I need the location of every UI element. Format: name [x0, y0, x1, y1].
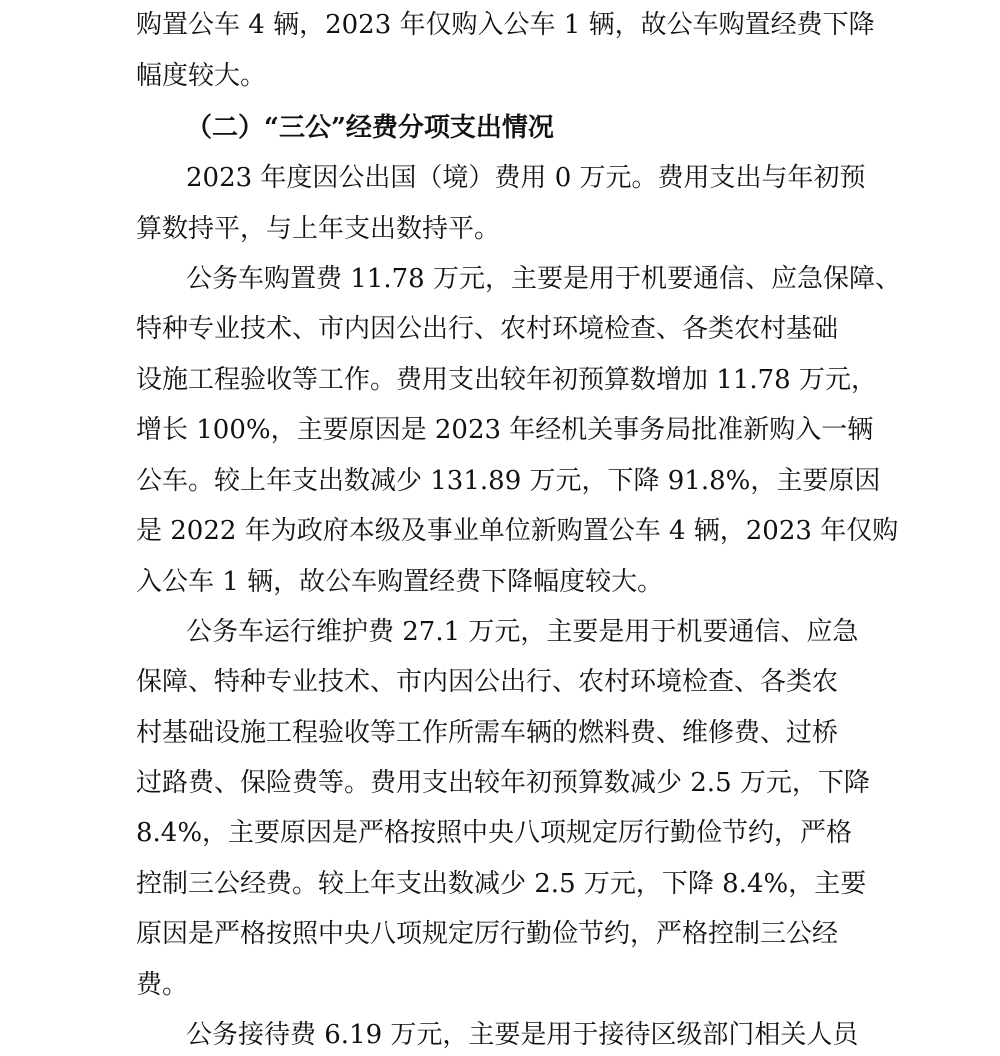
- text-line: 幅度较大。: [136, 61, 267, 91]
- paragraph-line: 公务车运行维护费 27.1 万元，主要是用于机要通信、应急: [186, 617, 859, 647]
- text-line: 设施工程验收等工作。费用支出较年初预算数增加 11.78 万元，: [136, 365, 877, 395]
- text-line: 是 2022 年为政府本级及事业单位新购置公车 4 辆，2023 年仅购: [136, 516, 899, 546]
- paragraph-line: 2023 年度因公出国（境）费用 0 万元。费用支出与年初预: [186, 163, 866, 193]
- text-line: 入公车 1 辆，故公车购置经费下降幅度较大。: [136, 567, 664, 597]
- text-line: 控制三公经费。较上年支出数减少 2.5 万元，下降 8.4%，主要: [136, 869, 867, 899]
- text-line: 特种专业技术、市内因公出行、农村环境检查、各类农村基础: [136, 314, 839, 344]
- text-line: 原因是严格按照中央八项规定厉行勤俭节约，严格控制三公经: [136, 919, 839, 949]
- text-line: 村基础设施工程验收等工作所需车辆的燃料费、维修费、过桥: [136, 718, 839, 748]
- paragraph-line: 公务车购置费 11.78 万元，主要是用于机要通信、应急保障、: [186, 264, 901, 294]
- section-heading: （二）“三公”经费分项支出情况: [186, 113, 554, 143]
- text-line: 公车。较上年支出数减少 131.89 万元，下降 91.8%，主要原因: [136, 466, 881, 496]
- text-line: 增长 100%，主要原因是 2023 年经机关事务局批准新购入一辆: [136, 415, 874, 445]
- text-line: 费。: [136, 970, 189, 1000]
- text-line: 算数持平，与上年支出数持平。: [136, 214, 501, 244]
- text-line: 8.4%，主要原因是严格按照中央八项规定厉行勤俭节约，严格: [136, 818, 853, 848]
- text-line: 购置公车 4 辆，2023 年仅购入公车 1 辆，故公车购置经费下降: [136, 10, 875, 40]
- text-line: 保障、特种专业技术、市内因公出行、农村环境检查、各类农: [136, 667, 839, 697]
- text-line: 过路费、保险费等。费用支出较年初预算数减少 2.5 万元，下降: [136, 768, 870, 798]
- paragraph-line: 公务接待费 6.19 万元，主要是用于接待区级部门相关人员: [186, 1020, 859, 1050]
